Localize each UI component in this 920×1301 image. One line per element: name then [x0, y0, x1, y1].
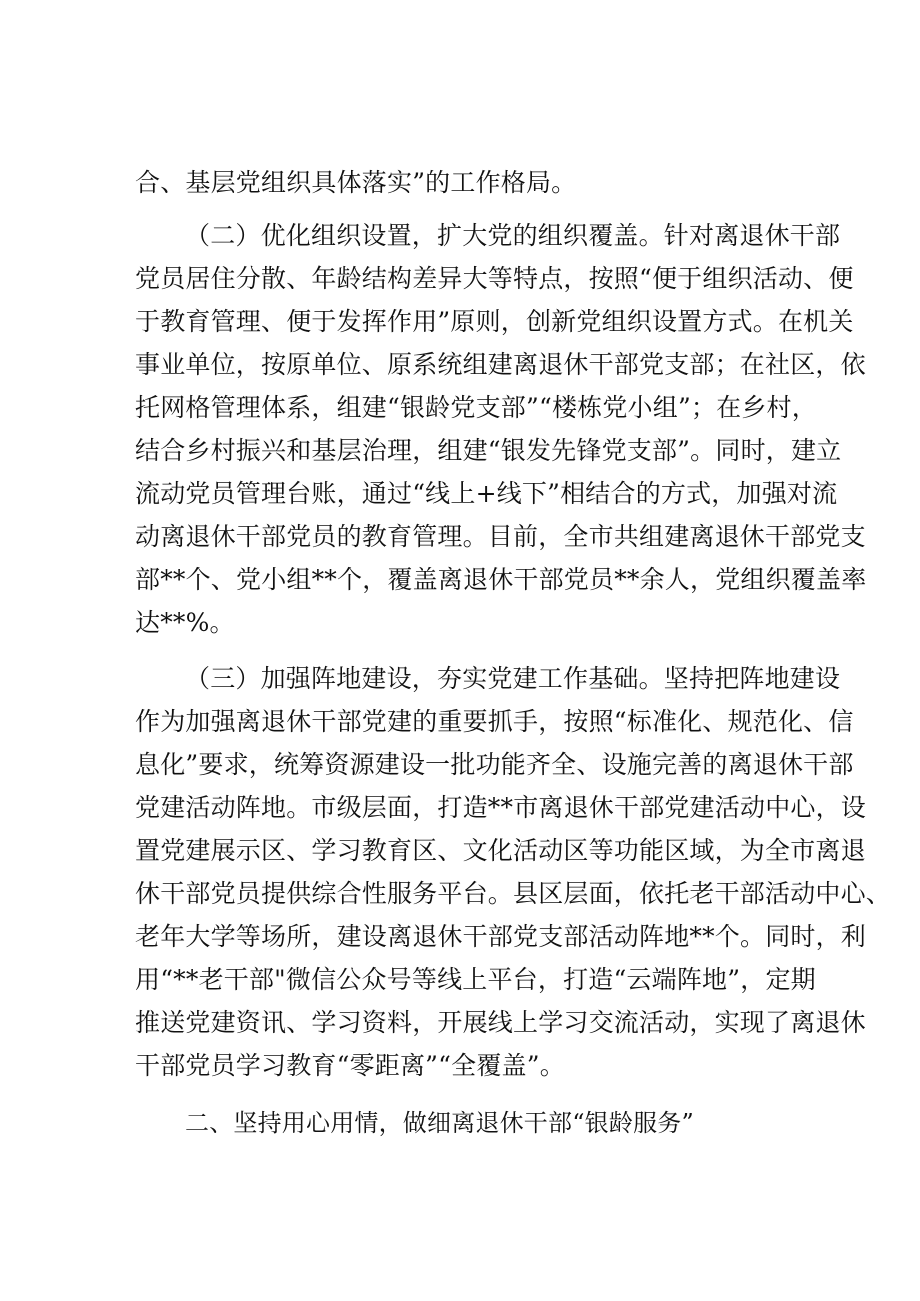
paragraph-2-line: 动离退休干部党员的教育管理。目前，全市共组建离退休干部党支 [135, 522, 866, 551]
paragraph-2-line: 事业单位，按原单位、原系统组建离退休干部党支部；在社区，依 [135, 350, 866, 379]
paragraph-2-line: （二）优化组织设置，扩大党的组织覆盖。针对离退休干部 [185, 221, 841, 250]
paragraph-2-line: 部**个、党小组**个，覆盖离退休干部党员**余人，党组织覆盖率 [135, 565, 867, 594]
paragraph-2-line: 托网格管理体系，组建“银龄党支部”“楼栋党小组”；在乡村， [135, 393, 817, 422]
paragraph-3-line: （三）加强阵地建设，夯实党建工作基础。坚持把阵地建设 [185, 664, 841, 693]
paragraph-3-line: 老年大学等场所，建设离退休干部党支部活动阵地**个。同时，利 [135, 922, 867, 951]
paragraph-3-line: 休干部党员提供综合性服务平台。县区层面，依托老干部活动中心、 [135, 879, 892, 908]
paragraph-2-line: 结合乡村振兴和基层治理，组建“银发先锋党支部”。同时，建立 [135, 436, 842, 465]
paragraph-3-line: 作为加强离退休干部党建的重要抓手，按照“标准化、规范化、信 [135, 707, 854, 736]
paragraph-2-line: 流动党员管理台账，通过“线上+线下”相结合的方式，加强对流 [135, 479, 838, 508]
paragraph-3-line: 置党建展示区、学习教育区、文化活动区等功能区域，为全市离退 [135, 836, 866, 865]
section-heading: 二、坚持用心用情，做细离退休干部“银龄服务” [185, 1109, 694, 1137]
paragraph-2-line: 达**%。 [135, 608, 235, 637]
paragraph-3-line: 党建活动阵地。市级层面，打造**市离退休干部党建活动中心，设 [135, 793, 867, 822]
paragraph-3-line: 干部党员学习教育“零距离”“全覆盖”。 [135, 1051, 565, 1080]
paragraph-3-line: 推送党建资讯、学习资料，开展线上学习交流活动，实现了离退休 [135, 1008, 866, 1037]
paragraph-continued-line: 合、基层党组织具体落实”的工作格局。 [135, 168, 577, 197]
paragraph-3-line: 息化”要求，统筹资源建设一批功能齐全、设施完善的离退休干部 [135, 750, 854, 779]
paragraph-2-line: 党员居住分散、年龄结构差异大等特点，按照“便于组织活动、便 [135, 264, 854, 293]
paragraph-3-line: 用“**老干部"微信公众号等线上平台，打造“云端阵地”，定期 [135, 965, 816, 994]
paragraph-2-line: 于教育管理、便于发挥作用”原则，创新党组织设置方式。在机关 [135, 307, 854, 336]
